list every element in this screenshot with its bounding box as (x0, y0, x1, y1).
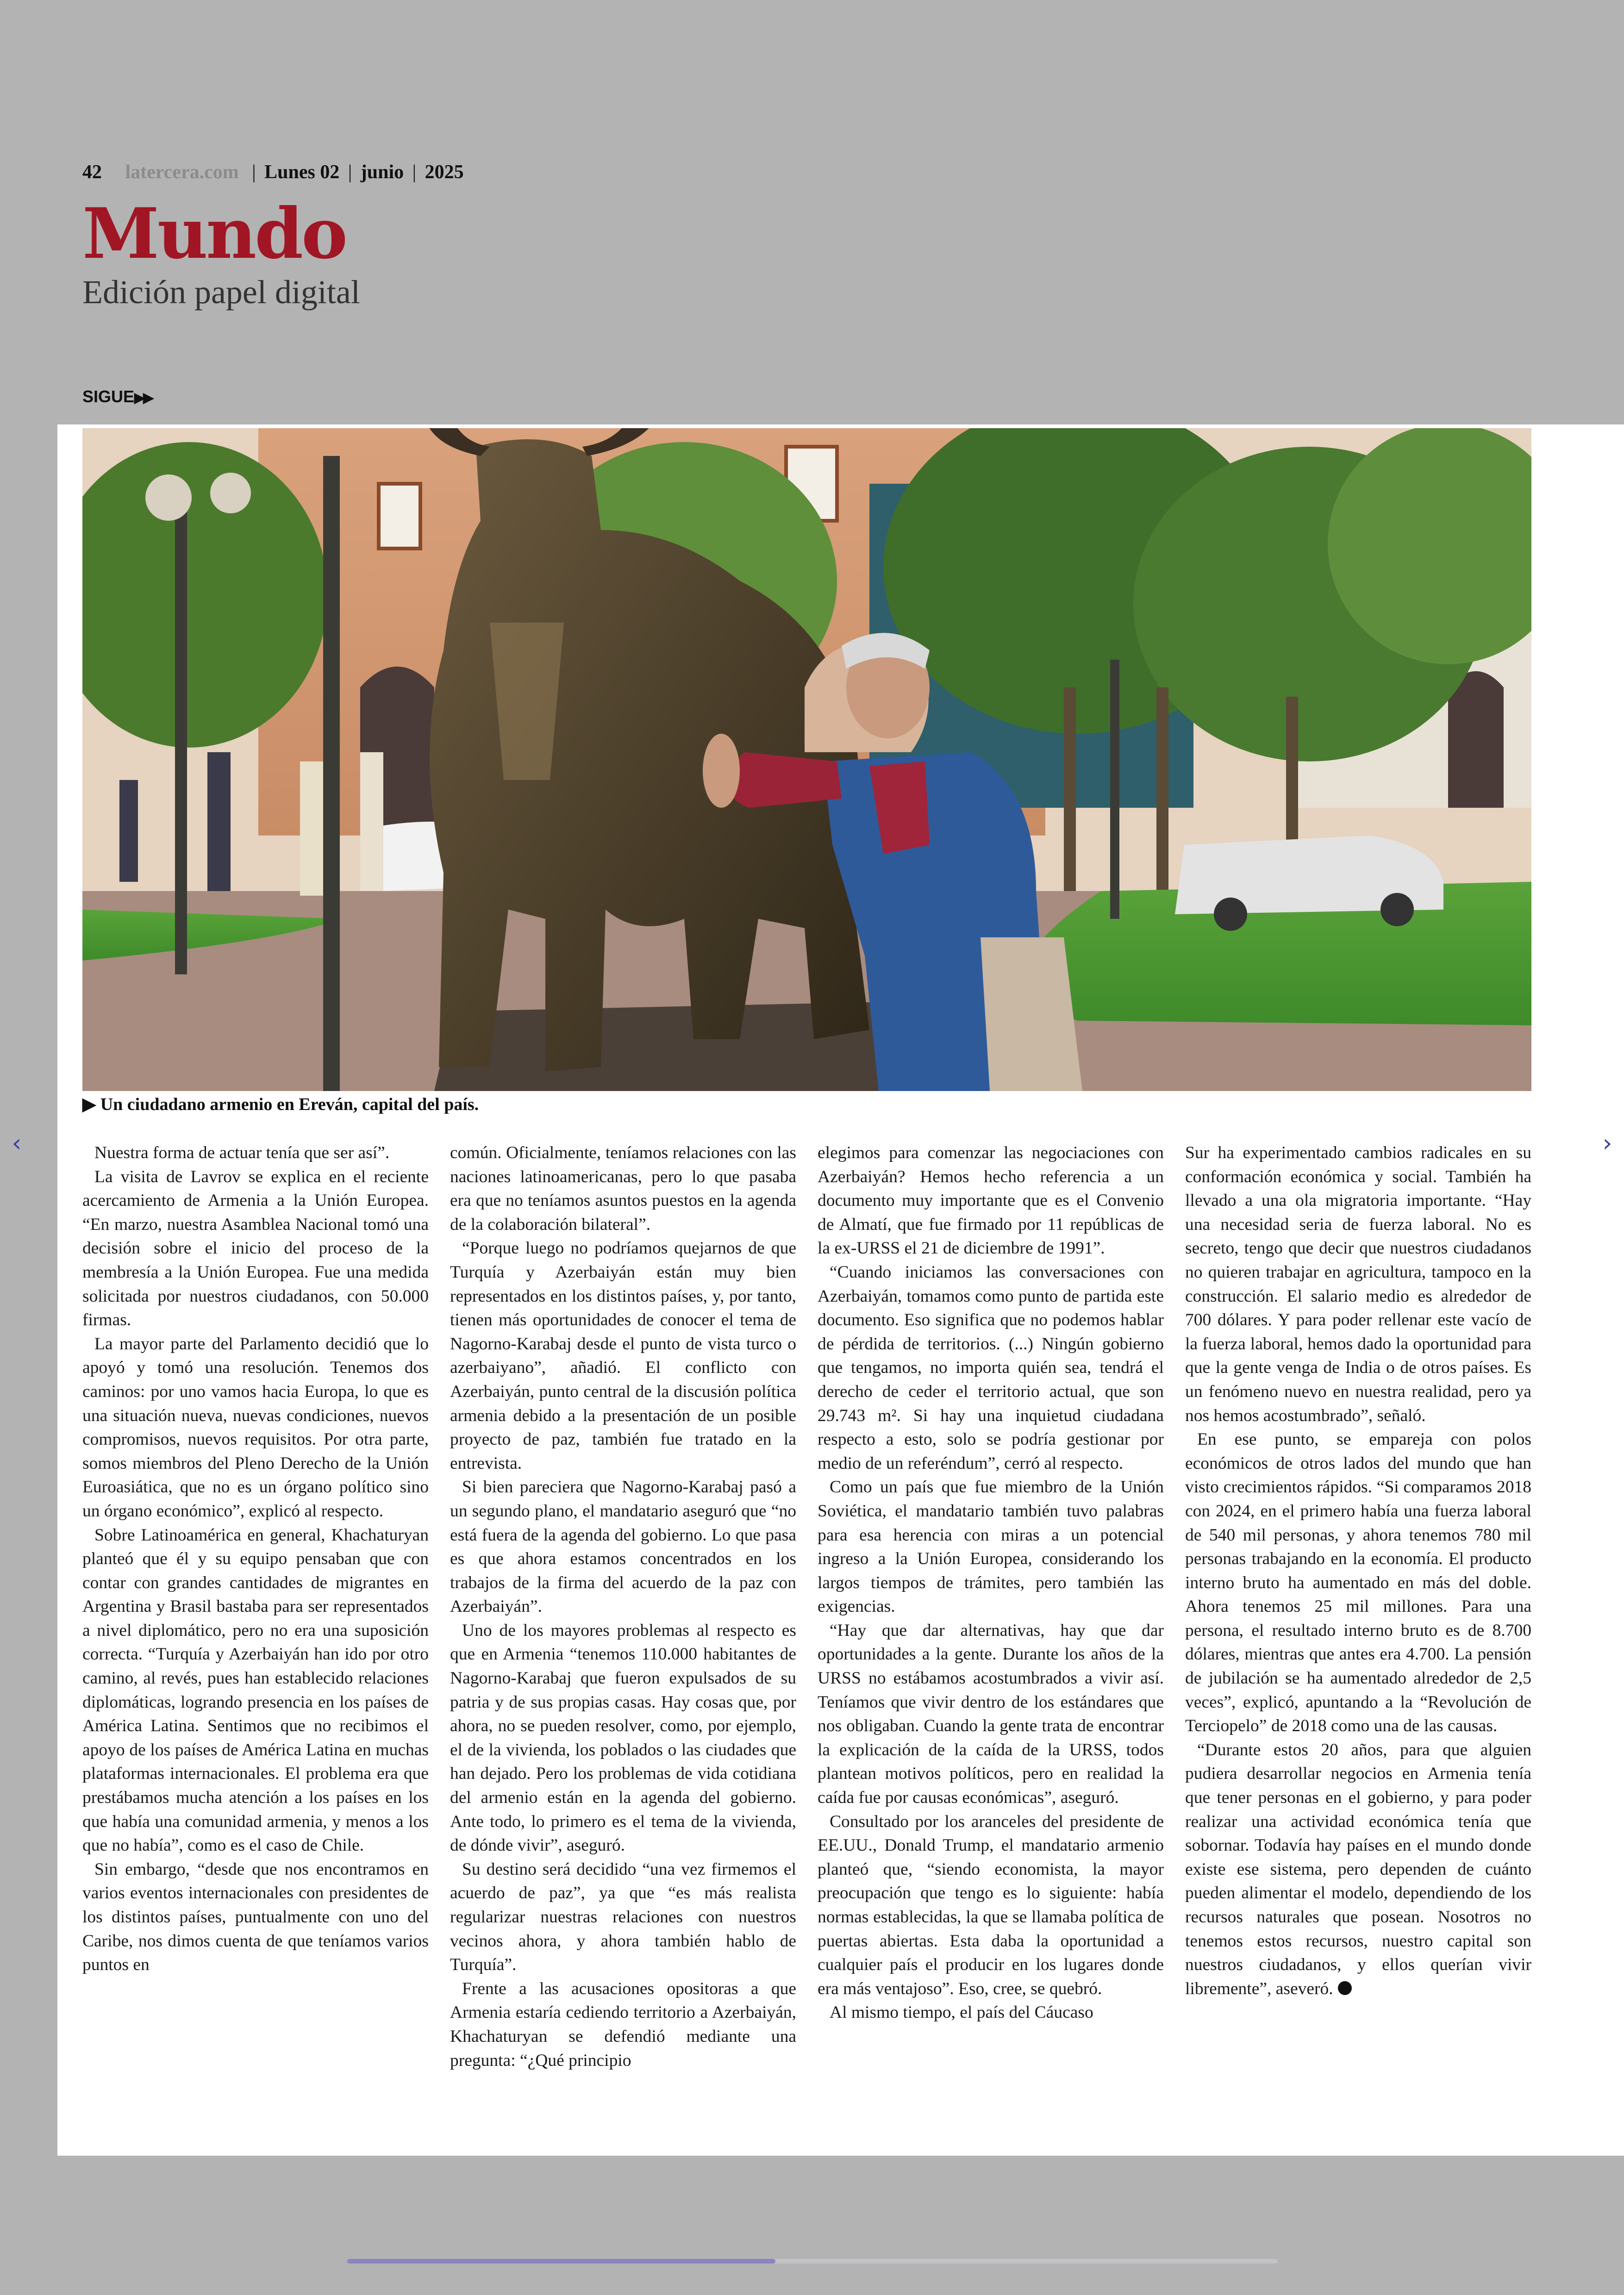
article-column (82, 1141, 429, 2136)
separator: | (412, 162, 417, 183)
reading-progress-bar[interactable] (347, 2259, 1278, 2264)
paragraph: “Porque luego no podríamos quejarnos de que Turquía y Azerbaiyán están muy bien representados en los distintos países, y, por tanto, tienen más oportunidades de conocer el tema de Nagorno-Karabaj desde el punto de vista turco o azerbaiyano”, añadió. El conflicto con Azerbaiyán, punto central de la discusión política armenia debido a la presentación de un posible proyecto de paz, también fue tratado en la entrevista. (450, 1239, 796, 1473)
paragraph: En ese punto, se empareja con polos económicos de otros lados del mundo que han visto crecimientos rápidos. “Si comparamos 2018 con 2024, en el primero había una fuerza laboral de 540 mil personas, y ahora tenemos 780 mil personas trabajando en la economía. El producto interno bruto ha aumentado en más del doble. Ahora tenemos 25 mil millones. Para una persona, el resultado interno bruto es de 8.700 dólares, mientras que antes era 4.700. La pensión de jubilación se ha aumentado alrededor de 2,5 veces”, explicó, apuntando a la “Revolución de Terciopelo” de 2018 como una de las causas. (1185, 1430, 1531, 1736)
paragraph: Sin embargo, “desde que nos encontramos en varios eventos internacionales con presidentes de los distintos países, puntualmente con uno del Caribe, nos dimos cuenta de que teníamos varios puntos en (82, 1859, 429, 1975)
edition-subtitle: Edición papel digital (82, 274, 360, 311)
section-title: Mundo (82, 193, 346, 274)
page-header (82, 161, 464, 183)
continued-arrows-icon: ▶▶ (134, 390, 152, 405)
photo-caption (82, 1094, 479, 1115)
paragraph: Su destino será decidido “una vez firmemos el acuerdo de paz”, ya que “es más realista regularizar nuestras relaciones con nuestros vecinos ahora, y ahora también hablo de Turquía”. (450, 1859, 796, 1975)
paragraph: “Cuando iniciamos las conversaciones con Azerbaiyán, tomamos como punto de partida este documento. Eso significa que no podemos hablar de pérdida de territorios. (...) Ningún gobierno que tengamos, no importa quién sea, tendrá el derecho de ceder el territorio actual, que son 29.743 m². Si hay una inquietud ciudadana respecto a esto, solo se podría gestionar por medio de un referéndum”, cerró al respecto. (818, 1262, 1164, 1473)
paragraph: La mayor parte del Parlamento decidió que lo apoyó y tomó una resolución. Tenemos dos caminos: por uno vamos hacia Europa, lo que es una situación nueva, nuevas condiciones, nuevos compromisos, nuevos requisitos. Por otra parte, somos miembros del Pleno Derecho de la Unión Euroasiática, que no es un órgano político sino un órgano económico”, explicó al respecto. (82, 1334, 429, 1521)
next-page-button[interactable]: › (1602, 1129, 1612, 1157)
paragraph-text: “Durante estos 20 años, para que alguien pudiera desarrollar negocios en Armenia tenía que tener personas en el gobierno, y para poder realizar una actividad económica tenía que sobornar. Todavía hay países en el mundo donde existe ese sistema, pero dependen de cuánto pueden alimentar el modelo, dependiendo de los recursos naturales que posean. Nosotros no tenemos estos recursos, nuestro capital son nuestros ciudadanos, y ellos querían vivir libremente”, aseveró. (1185, 1740, 1531, 1998)
paragraph: Nuestra forma de actuar tenía que ser así”. (94, 1143, 390, 1162)
separator: | (252, 162, 256, 183)
paragraph: Como un país que fue miembro de la Unión Soviética, el mandatario también tuvo palabras para esa herencia con miras a un potencial ingreso a la Unión Europea, considerando los largos tiempos de trámites, pero también las exigencias. (818, 1478, 1164, 1616)
paragraph: Si bien pareciera que Nagorno-Karabaj pasó a un segundo plano, el mandatario aseguró que “no está fuera de la agenda del gobierno. Lo que pasa es que ahora estamos concentrados en los trabajos de la firma del acuerdo de la paz con Azerbaiyán”. (450, 1478, 796, 1616)
article-column (818, 1141, 1164, 2136)
paragraph: elegimos para comenzar las negociaciones con Azerbaiyán? Hemos hecho referencia a un documento muy importante que es el Convenio de Almatí, que fue firmado por 11 repúblicas de la ex-URSS el 21 de diciembre de 1991”. (818, 1143, 1164, 1258)
paragraph: Consultado por los aranceles del presidente de EE.UU., Donald Trump, el mandatario armenio planteó que, “siendo economista, la mayor preocupación que tengo es lo siguiente: había normas establecidas, la que se llamaba política de puertas abiertas. Esta daba la oportunidad a cualquier país el producir en los lugares donde era más ventajoso”. Eso, cree, se quebró. (818, 1812, 1164, 1998)
paragraph: Sur ha experimentado cambios radicales en su conformación económica y social. También ha llevado a una ola migratoria importante. “Hay una necesidad seria de fuerza laboral. No es secreto, tengo que decir que nuestros ciudadanos no quieren trabajar en agricultura, tampoco en la construcción. El salario medio es alrededor de 700 dólares. Y para poder rellenar este vacío de la fuerza laboral, hemos dado la oportunidad para que la gente venga de India o de otros países. Es un fenómeno nuevo en nuestra realidad, pero ya nos hemos acostumbrado”, señaló. (1185, 1143, 1531, 1425)
article-body (82, 1141, 1531, 2136)
paragraph: Uno de los mayores problemas al respecto es que en Armenia “tenemos 110.000 habitantes de Nagorno-Karabaj que fueron expulsados de su patria y de sus propias casas. Hay cosas que, por ahora, no se pueden resolver, como, por ejemplo, el de la vivienda, los poblados o las ciudades que han dejado. Pero los problemas de vida cotidiana del armenio están en la agenda del gobierno. Ante todo, lo primero es el tema de la vivienda, de dónde vivir”, aseguró. (450, 1621, 796, 1855)
reading-progress-fill (347, 2259, 775, 2264)
separator: | (348, 162, 352, 183)
paragraph: Frente a las acusaciones opositoras a que Armenia estaría cediendo territorio a Azerbaiyán, Khachaturyan se defendió mediante una pregunta: “¿Qué principio (450, 1979, 796, 2070)
article-column (1185, 1141, 1531, 2136)
date-day: Lunes 02 (264, 162, 340, 183)
paragraph: común. Oficialmente, teníamos relaciones con las naciones latinoamericanas, pero lo que pasaba era que no teníamos asuntos puestos en la agenda de la colaboración bilateral”. (450, 1143, 796, 1234)
caption-marker-icon: ▶ (82, 1095, 96, 1114)
paragraph: La visita de Lavrov se explica en el reciente acercamiento de Armenia a la Unión Europea. “En marzo, nuestra Asamblea Nacional tomó una decisión sobre el inicio del proceso de la membresía a la Unión Europea. Fue una medida solicitada por nuestros ciudadanos, con 50.000 firmas. (82, 1167, 429, 1330)
site-name: latercera.com (125, 162, 239, 183)
continued-text: SIGUE (82, 387, 135, 406)
previous-page-button[interactable]: ‹ (12, 1129, 22, 1157)
paragraph (1185, 1738, 1531, 2001)
article-column (450, 1141, 796, 2136)
paragraph: Sobre Latinoamérica en general, Khachaturyan planteó que él y su equipo pensaban que con contar con grandes cantidades de migrantes en Argentina y Brasil bastaba para ser representados a nivel diplomático, pero no era una suposición correcta. “Turquía y Azerbaiyán han ido por otro camino, al revés, pues han establecido relaciones diplomáticas, logrando presencia en los países de América Latina. Sentimos que no recibimos el apoyo de los países de América Latina en muchas plataformas internacionales. El problema era que prestábamos mucha atención a los países en los que había una comunidad armenia, y menos a los que no había”, como es el caso de Chile. (82, 1525, 429, 1855)
end-mark-icon (1338, 1981, 1352, 1995)
paragraph: “Hay que dar alternativas, hay que dar oportunidades a la gente. Durante los años de la URSS no estábamos acostumbrados a vivir así. Teníamos que vivir dentro de los estándares que nos obligaban. Cuando la gente trata de encontrar la explicación de la caída de la URSS, todos plantean motivos políticos, pero en realidad la caída fue por causas económicas”, aseguró. (818, 1621, 1164, 1808)
page-number: 42 (82, 162, 102, 183)
article-photo (82, 428, 1531, 1091)
date-month: junio (360, 162, 404, 183)
continued-label (82, 387, 152, 406)
paragraph: Al mismo tiempo, el país del Cáucaso (830, 2003, 1093, 2022)
date-year: 2025 (425, 162, 464, 183)
caption-text: Un ciudadano armenio en Ereván, capital del país. (100, 1095, 479, 1114)
